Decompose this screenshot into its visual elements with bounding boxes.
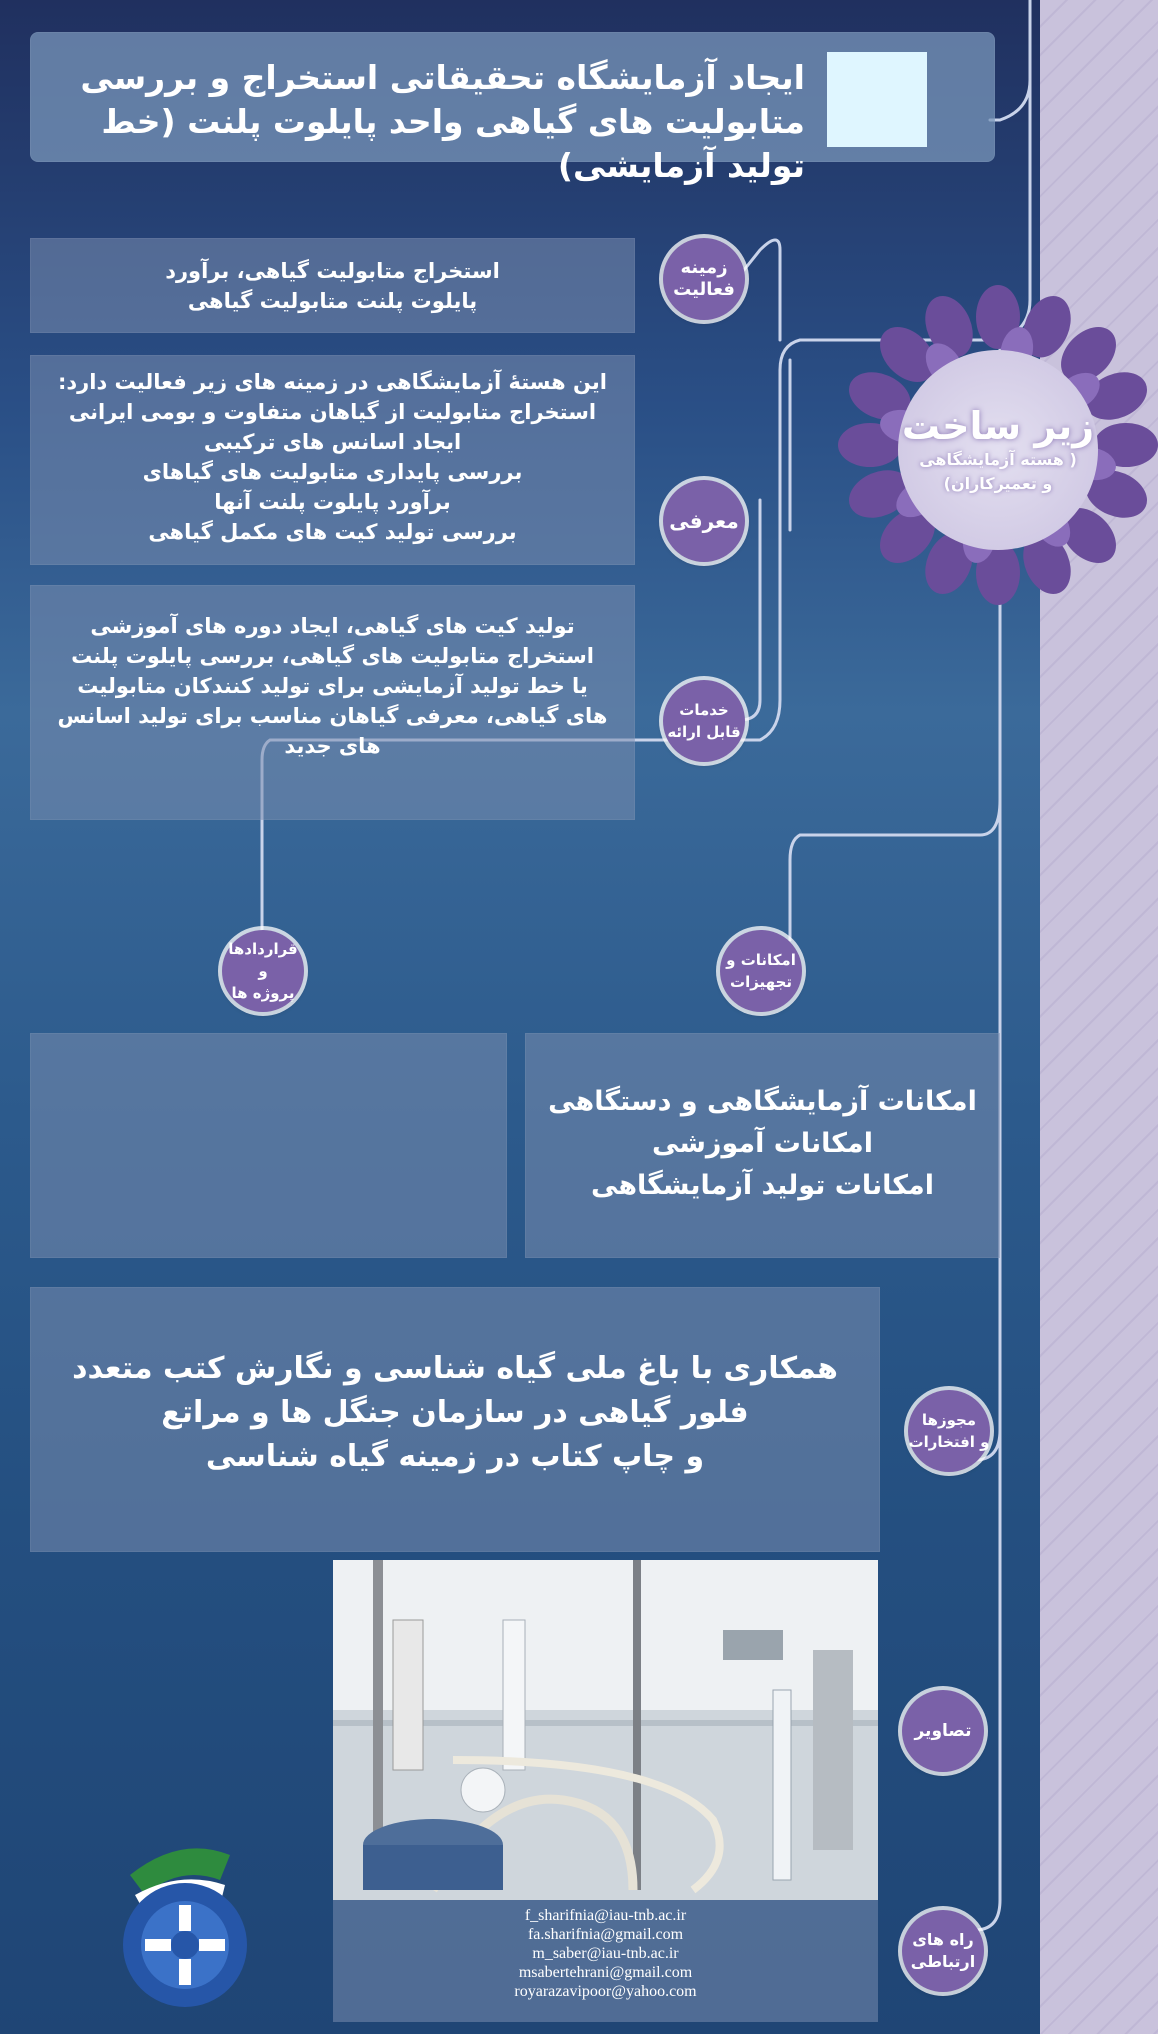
contact-email-3[interactable]: m_saber@iau-tnb.ac.ir xyxy=(532,1945,679,1962)
hub-center xyxy=(898,350,1098,550)
bubble-contact: راه های ارتباطی xyxy=(902,1910,984,1992)
hub-subtitle: ( هسته آزمایشگاهی و تعمیرکاران) xyxy=(919,450,1077,493)
facilities-panel xyxy=(525,1033,1000,1258)
lab-photo xyxy=(333,1560,878,1900)
intro-text: این هستهٔ آزمایشگاهی در زمینه های زیر فعالیت دارد: استخراج متابولیت از گیاهان متفاوت و بومی ایرانی ایجاد اسانس های ترکیبی بررسی پایداری متابولیت های گیاهای برآورد پایلوت پلنت آنها بررسی تولید کیت های مکمل گیاهی xyxy=(57,370,608,544)
hub-title: زیر ساخت xyxy=(901,404,1095,448)
contact-email-2[interactable]: fa.sharifnia@gmail.com xyxy=(527,1926,684,1943)
bubble-facilities: امکانات و تجهیزات xyxy=(720,930,802,1012)
university-logo-icon xyxy=(70,1795,300,2025)
page-title: ایجاد آزمایشگاه تحقیقاتی استخراج و بررسی متابولیت های گیاهی واحد پایلوت پلنت (خط تولید آزمایشی) xyxy=(80,58,805,185)
contact-email-4[interactable]: msabertehrani@gmail.com xyxy=(518,1964,693,1981)
lab-equipment-photo xyxy=(333,1560,878,1900)
title-banner xyxy=(30,32,995,185)
contact-email-1[interactable]: f_sharifnia@iau-tnb.ac.ir xyxy=(524,1907,687,1924)
field-panel xyxy=(30,238,635,333)
services-text: تولید کیت های گیاهی، ایجاد دوره های آموزشی استخراج متابولیت های گیاهی، بررسی پایلوت پلنت یا خط تولید آزمایشی برای تولید کنندکان متابولیت های گیاهی، معرفی گیاهان مناسب برای تولید اسانس های جدید xyxy=(57,614,608,758)
bubble-contracts: قراردادها و پروژه ها xyxy=(222,930,304,1012)
bubble-images: تصاویر xyxy=(902,1690,984,1772)
facilities-text: امکانات آزمایشگاهی و دستگاهی امکانات آموزشی امکانات تولید آزمایشگاهی xyxy=(548,1086,977,1201)
field-text: استخراج متابولیت گیاهی، برآورد پایلوت پلنت متابولیت گیاهی xyxy=(165,259,500,313)
bubble-field: زمینه فعالیت xyxy=(663,238,745,320)
bubble-licenses: مجوزها و افتخارات xyxy=(908,1390,990,1472)
intro-panel xyxy=(30,355,635,565)
licenses-text: همکاری با باغ ملی گیاه شناسی و نگارش کتب متعدد فلور گیاهی در سازمان جنگل ها و مراتع و چاپ کتاب در زمینه گیاه شناسی xyxy=(72,1351,838,1474)
contact-email-5[interactable]: royarazavipoor@yahoo.com xyxy=(514,1983,697,2000)
bubble-intro: معرفی xyxy=(663,480,745,562)
services-panel xyxy=(30,585,635,820)
bubble-services: خدمات قابل ارائه xyxy=(663,680,745,762)
contacts-panel xyxy=(333,1900,878,2022)
title-decorative-box xyxy=(827,52,927,147)
contracts-panel xyxy=(30,1033,507,1258)
licenses-panel xyxy=(30,1287,880,1552)
